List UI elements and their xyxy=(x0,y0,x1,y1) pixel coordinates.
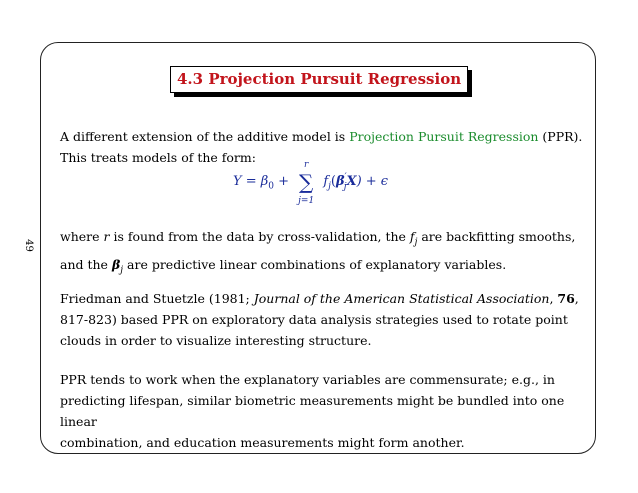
works-line2: predicting lifespan, similar biometric measurements might be bundled into one linear xyxy=(60,393,565,429)
friedman-t2: , xyxy=(549,291,558,306)
where-bsub: j xyxy=(120,265,124,275)
where-t2: is found from the data by cross-validation, the xyxy=(109,229,410,244)
ppr-highlight: Projection Pursuit Regression xyxy=(349,129,539,144)
where-t4: and the xyxy=(60,256,112,272)
journal-name: Journal of the American Statistical Association xyxy=(253,291,550,306)
paragraph-ppr-works xyxy=(60,369,590,453)
formula-beta-prime: ′ xyxy=(344,172,347,183)
paragraph-friedman xyxy=(60,288,590,351)
paragraph-intro xyxy=(60,126,590,168)
where-r: r xyxy=(103,229,110,244)
friedman-t1: Friedman and Stuetzle (1981; xyxy=(60,291,254,306)
formula-x: X xyxy=(346,174,357,189)
title-box xyxy=(170,66,468,93)
where-f: f xyxy=(409,229,415,244)
page-number: 49 xyxy=(22,239,34,252)
where-fsub: j xyxy=(414,237,418,248)
section-title: 4.3 Projection Pursuit Regression xyxy=(170,66,468,93)
formula-open: ( xyxy=(330,174,336,189)
formula-plus: + xyxy=(274,174,294,189)
formula-beta-sub: j xyxy=(343,181,347,192)
works-line1: PPR tends to work when the explanatory variables are commensurate; e.g., in xyxy=(60,372,555,387)
summation xyxy=(293,160,319,206)
formula-tail: ) + ϵ xyxy=(356,174,389,189)
formula-f: f xyxy=(323,174,329,189)
friedman-t3: , xyxy=(574,291,579,306)
works-line3: combination, and education measurements might form another. xyxy=(60,435,465,450)
where-t1: where xyxy=(60,229,104,244)
sum-lower: j=1 xyxy=(298,196,315,206)
intro-line2: This treats models of the form: xyxy=(60,150,256,165)
paragraph-where xyxy=(60,226,590,281)
ppr-formula xyxy=(233,160,389,206)
volume: 76 xyxy=(557,291,575,306)
where-t3: are backfitting smooths, xyxy=(417,229,576,244)
where-beta: β xyxy=(111,256,121,272)
formula-beta: β xyxy=(336,174,345,189)
friedman-line3: clouds in order to visualize interesting structure. xyxy=(60,333,372,348)
intro-text-b: (PPR). xyxy=(538,129,583,144)
sum-upper: r xyxy=(304,160,309,170)
formula-f-sub: j xyxy=(328,181,331,192)
where-t5: are predictive linear combinations of explanatory variables. xyxy=(123,256,507,272)
intro-text-a: A different extension of the additive model is xyxy=(60,129,350,144)
sum-symbol: ∑ xyxy=(299,170,314,194)
friedman-line2: 817-823) based PPR on exploratory data analysis strategies used to rotate point xyxy=(60,312,568,327)
formula-lhs-sub: 0 xyxy=(268,181,274,192)
formula-lhs: Y = β xyxy=(233,174,269,189)
